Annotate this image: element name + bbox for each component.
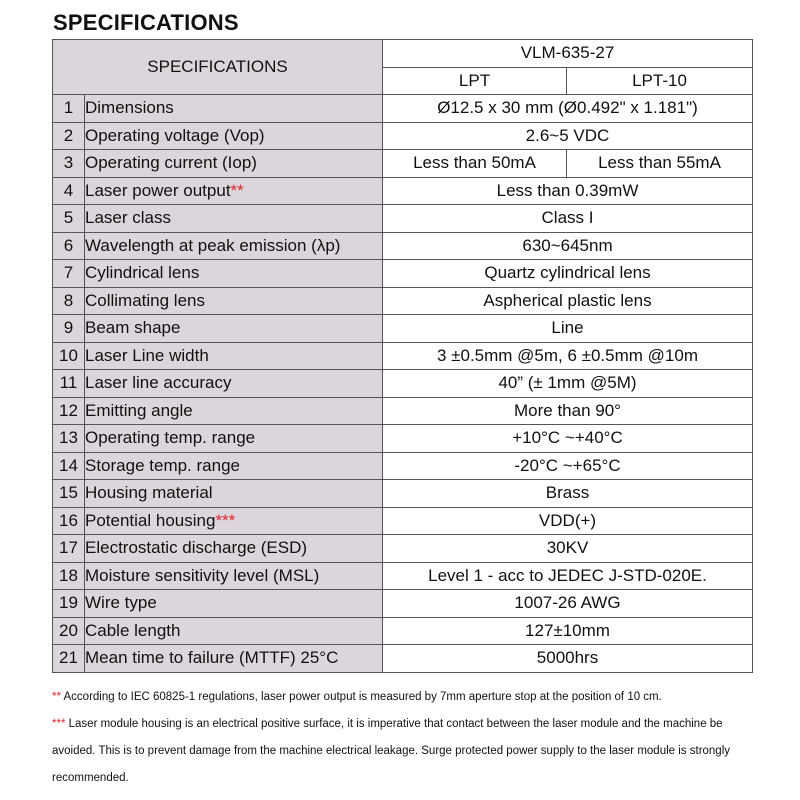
parameter-label: Operating voltage (Vop)	[85, 125, 265, 145]
row-number: 2	[53, 122, 85, 150]
parameter-cell	[85, 95, 383, 123]
parameter-label: Potential housing	[85, 510, 216, 530]
parameter-label: Housing material	[85, 483, 213, 503]
table-row	[53, 507, 753, 535]
row-number: 6	[53, 232, 85, 260]
footnote-marker: ***	[215, 510, 236, 530]
model-header: VLM-635-27	[383, 40, 753, 68]
parameter-cell	[85, 535, 383, 563]
row-number: 8	[53, 287, 85, 315]
parameter-label: Mean time to failure (MTTF) 25°C	[85, 648, 339, 668]
parameter-label: Beam shape	[85, 318, 181, 338]
value-cell: -20°C ~+65°C	[383, 452, 753, 480]
value-cell: 2.6~5 VDC	[383, 122, 753, 150]
value-cell: Brass	[383, 480, 753, 508]
parameter-cell	[85, 617, 383, 645]
spec-header-label: SPECIFICATIONS	[53, 40, 383, 95]
table-row	[53, 425, 753, 453]
value-cell: 5000hrs	[383, 645, 753, 673]
row-number: 20	[53, 617, 85, 645]
parameter-label: Cylindrical lens	[85, 263, 200, 283]
row-number: 19	[53, 590, 85, 618]
table-row	[53, 122, 753, 150]
row-number: 13	[53, 425, 85, 453]
row-number: 10	[53, 342, 85, 370]
footnote-marker: **	[52, 691, 61, 703]
table-row	[53, 95, 753, 123]
parameter-label: Laser line accuracy	[85, 373, 232, 393]
parameter-cell	[85, 425, 383, 453]
parameter-label: Storage temp. range	[85, 455, 240, 475]
row-number: 16	[53, 507, 85, 535]
footnote-text: Laser module housing is an electrical positive surface, it is imperative that contact between the laser module and the machine be avoided. This is to prevent damage from the machine electrical leakage. Surge protected power supply to the laser module is strongly recommended.	[52, 718, 731, 784]
value-cell: More than 90°	[383, 397, 753, 425]
value-cell: Level 1 - acc to JEDEC J-STD-020E.	[383, 562, 753, 590]
parameter-label: Collimating lens	[85, 290, 205, 310]
value-cell: VDD(+)	[383, 507, 753, 535]
footnotes	[52, 684, 752, 792]
value-cell: +10°C ~+40°C	[383, 425, 753, 453]
value-cell: 40” (± 1mm @5M)	[383, 370, 753, 398]
table-row	[53, 645, 753, 673]
parameter-cell	[85, 342, 383, 370]
parameter-label: Operating current (Iop)	[85, 153, 257, 173]
row-number: 15	[53, 480, 85, 508]
spec-table	[52, 39, 753, 673]
footnote-marker: ***	[52, 718, 66, 730]
row-number: 9	[53, 315, 85, 343]
value-cell: 1007-26 AWG	[383, 590, 753, 618]
parameter-label: Laser Line width	[85, 345, 209, 365]
table-row	[53, 315, 753, 343]
table-row	[53, 150, 753, 178]
row-number: 3	[53, 150, 85, 178]
table-row	[53, 232, 753, 260]
footnote-marker: **	[230, 180, 244, 200]
row-number: 17	[53, 535, 85, 563]
row-number: 1	[53, 95, 85, 123]
value-cell: Line	[383, 315, 753, 343]
value-cell: Ø12.5 x 30 mm (Ø0.492" x 1.181")	[383, 95, 753, 123]
parameter-cell	[85, 232, 383, 260]
table-row	[53, 452, 753, 480]
footnote-power	[52, 684, 752, 711]
row-number: 7	[53, 260, 85, 288]
parameter-label: Cable length	[85, 620, 181, 640]
row-number: 11	[53, 370, 85, 398]
footnote-text: According to IEC 60825-1 regulations, laser power output is measured by 7mm aperture stop at the position of 10 cm.	[60, 691, 662, 703]
parameter-cell	[85, 315, 383, 343]
parameter-cell	[85, 260, 383, 288]
parameter-label: Moisture sensitivity level (MSL)	[85, 565, 320, 585]
value-cell-lpt: Less than 50mA	[383, 150, 567, 178]
parameter-label: Operating temp. range	[85, 428, 256, 448]
row-number: 18	[53, 562, 85, 590]
parameter-cell	[85, 287, 383, 315]
page-title: SPECIFICATIONS	[53, 10, 239, 35]
variant-lpt10-header: LPT-10	[567, 67, 753, 95]
value-cell: Aspherical plastic lens	[383, 287, 753, 315]
table-row	[53, 177, 753, 205]
parameter-label: Dimensions	[85, 98, 174, 118]
parameter-cell	[85, 507, 383, 535]
row-number: 5	[53, 205, 85, 233]
row-number: 21	[53, 645, 85, 673]
footnote-housing	[52, 711, 752, 792]
row-number: 4	[53, 177, 85, 205]
parameter-label: Wavelength at peak emission (λp)	[85, 235, 341, 255]
parameter-cell	[85, 122, 383, 150]
parameter-cell	[85, 645, 383, 673]
header-row-model	[53, 40, 753, 68]
variant-lpt-header: LPT	[383, 67, 567, 95]
table-row	[53, 205, 753, 233]
table-row	[53, 617, 753, 645]
value-cell: 127±10mm	[383, 617, 753, 645]
table-row	[53, 260, 753, 288]
parameter-label: Wire type	[85, 593, 157, 613]
value-cell: 30KV	[383, 535, 753, 563]
value-cell: Less than 0.39mW	[383, 177, 753, 205]
table-row	[53, 562, 753, 590]
parameter-cell	[85, 562, 383, 590]
parameter-cell	[85, 370, 383, 398]
table-row	[53, 590, 753, 618]
table-row	[53, 342, 753, 370]
parameter-cell	[85, 177, 383, 205]
parameter-label: Emitting angle	[85, 400, 193, 420]
value-cell-lpt10: Less than 55mA	[567, 150, 753, 178]
table-row	[53, 480, 753, 508]
table-row	[53, 287, 753, 315]
parameter-label: Electrostatic discharge (ESD)	[85, 538, 308, 558]
value-cell: Class I	[383, 205, 753, 233]
table-row	[53, 535, 753, 563]
parameter-cell	[85, 397, 383, 425]
value-cell: 630~645nm	[383, 232, 753, 260]
row-number: 14	[53, 452, 85, 480]
table-row	[53, 397, 753, 425]
parameter-cell	[85, 452, 383, 480]
row-number: 12	[53, 397, 85, 425]
table-row	[53, 370, 753, 398]
parameter-cell	[85, 205, 383, 233]
parameter-cell	[85, 150, 383, 178]
value-cell: Quartz cylindrical lens	[383, 260, 753, 288]
parameter-cell	[85, 590, 383, 618]
parameter-label: Laser class	[85, 208, 171, 228]
value-cell: 3 ±0.5mm @5m, 6 ±0.5mm @10m	[383, 342, 753, 370]
parameter-cell	[85, 480, 383, 508]
parameter-label: Laser power output	[85, 180, 231, 200]
